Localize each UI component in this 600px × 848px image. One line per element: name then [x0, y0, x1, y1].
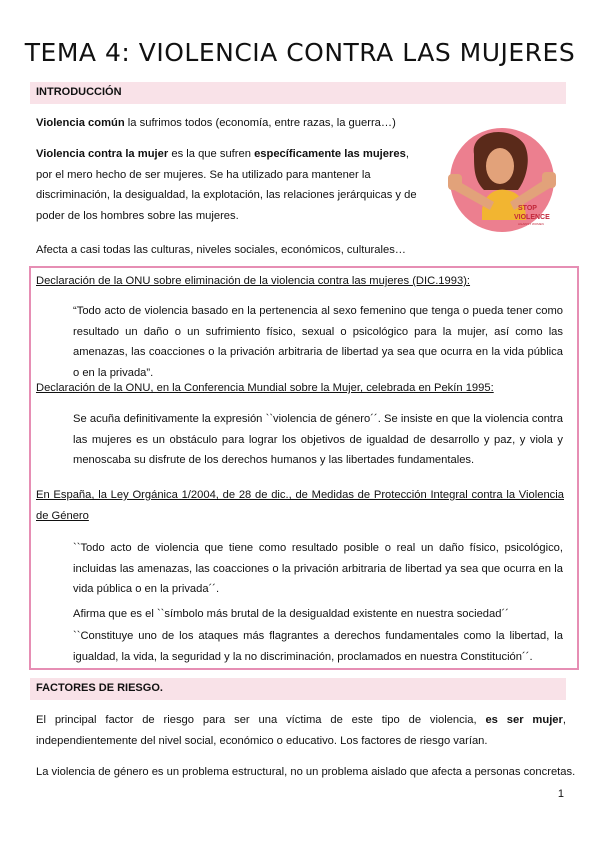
ley-2004-afirma: Afirma que es el ``símbolo más brutal de la desigualdad existente en nuestra sociedad´´ [73, 608, 509, 620]
page-title: TEMA 4: VIOLENCIA CONTRA LAS MUJERES [24, 38, 576, 67]
ley-2004-heading: En España, la Ley Orgánica 1/2004, de 28 de dic., de Medidas de Protección Integral contra la Violencia de Género [36, 489, 564, 522]
onu-1995-text: Se acuña definitivamente la expresión ``violencia de género´´. Se insiste en que la violencia contra las mujeres es un obstáculo para lograr los objetivos de igualdad de desarrollo y paz, y viola y menoscaba su disfrute de los derechos humanos y las libertades fundamentales. [73, 413, 563, 466]
intro-paragraph-3: Afecta a casi todas las culturas, niveles sociales, económicos, culturales… [36, 244, 406, 256]
intro-paragraph-1: Violencia común la sufrimos todos (economía, entre razas, la guerra…) [36, 117, 396, 129]
intro-paragraph-2: Violencia contra la mujer es la que sufren específicamente las mujeres, por el mero hecho de ser mujeres. Se ha utilizado para mantener la discriminación, la desigualdad, la explotación, las relaciones jerárquicas y de poder de los hombres sobre las mujeres. [36, 148, 417, 222]
stop-violence-illustration [440, 124, 564, 236]
onu-1995-heading: Declaración de la ONU, en la Conferencia Mundial sobre la Mujer, celebrada en Pekín 1995: [36, 382, 494, 394]
intro-heading-band [30, 82, 566, 104]
onu-1993-heading: Declaración de la ONU sobre eliminación de la violencia contra las mujeres (DIC.1993): [36, 275, 471, 287]
intro-heading: INTRODUCCIÓN [36, 86, 122, 98]
violence-label: VIOLENCE [514, 214, 550, 221]
risk-paragraph-2: La violencia de género es un problema estructural, no un problema aislado que afecta a personas concretas. [36, 766, 576, 778]
ley-2004-quote: ``Todo acto de violencia que tiene como resultado posible o real un daño físico, psicológico, incluidas las amenazas, las coacciones o la privación arbitraria de libertad ya sea que ocurra en la vida pública o en la privada´´. [73, 542, 563, 595]
stop-label: STOP [518, 205, 537, 212]
onu-1993-quote: “Todo acto de violencia basado en la pertenencia al sexo femenino que tenga o pueda tener como resultado un daño o un sufrimiento físico, sexual o psicológico para la mujer, así como las amenazas, las coacciones o la privación arbitraria de libertad ya sea que ocurra en la vida pública o en la privada”. [73, 305, 563, 379]
page-number: 1 [557, 788, 564, 800]
ley-2004-constitucion: ``Constituye uno de los ataques más flagrantes a derechos fundamentales como la libertad, la igualdad, la vida, la seguridad y la no discriminación, proclamados en nuestra Constitución´´. [73, 630, 563, 663]
against-women-label: AGAINST WOMEN [518, 222, 544, 226]
risk-paragraph-1: El principal factor de riesgo para ser una víctima de este tipo de violencia, es ser mujer, independientemente del nivel social, económico o educativo. Los factores de riesgo varían. [36, 714, 566, 747]
risk-heading-band [30, 678, 566, 700]
risk-heading: FACTORES DE RIESGO. [36, 682, 163, 694]
